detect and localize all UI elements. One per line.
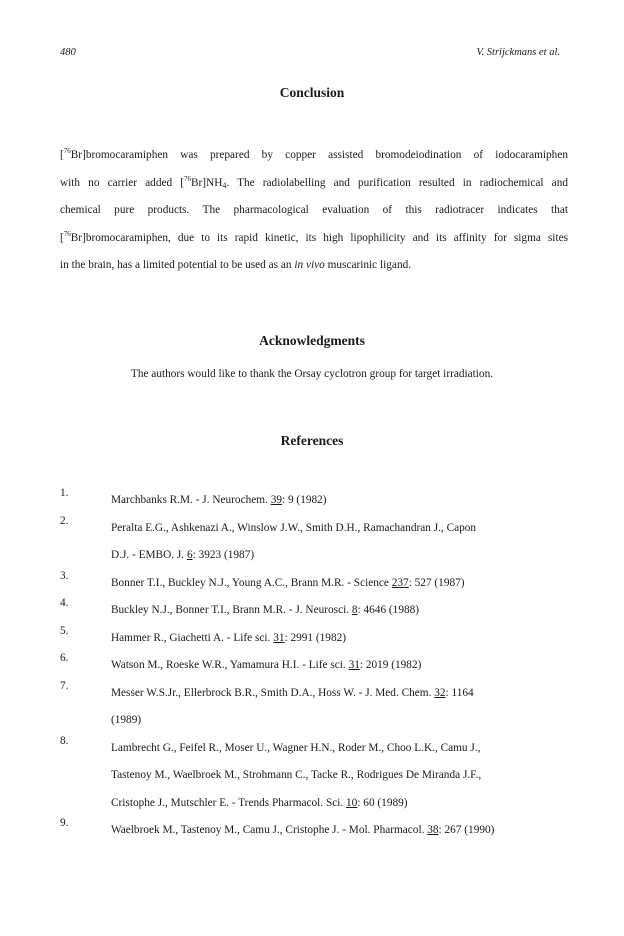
conclusion-line: in the brain, has a limited potential to be used as an in vivo muscarinic ligand. — [60, 259, 412, 271]
reference-item — [60, 487, 580, 515]
reference-line: Hammer R., Giachetti A. - Life sci. 31: 2991 (1982) — [111, 631, 346, 644]
reference-line: Waelbroek M., Tastenoy M., Camu J., Cristophe J. - Mol. Pharmacol. 38: 267 (1990) — [111, 824, 495, 836]
conclusion-line: [$^{76}$Br]bromocaramiphen, due to its rapid kinetic, its high lipophilicity and its affinity for sigma sites — [60, 229, 568, 244]
reference-item — [60, 515, 580, 570]
reference-item — [60, 625, 580, 653]
acknowledgments-text: The authors would like to thank the Orsay cyclotron group for target irradiation. — [130, 368, 494, 380]
reference-line: D.J. - EMBO. J. 6: 3923 (1987) — [111, 549, 255, 561]
reference-item — [60, 652, 580, 680]
reference-number: 9. — [60, 817, 69, 829]
reference-item — [60, 817, 580, 845]
reference-line: Watson M., Roeske W.R., Yamamura H.I. - Life sci. 31: 2019 (1982) — [111, 659, 422, 671]
reference-line: Cristophe J., Mutschler E. - Trends Pharmacol. Sci. 10: 60 (1989) — [111, 796, 408, 809]
conclusion-line: chemical pure products. The pharmacological evaluation of this radiotracer indicates that — [60, 204, 568, 216]
reference-number: 2. — [60, 514, 69, 527]
reference-line: Messer W.S.Jr., Ellerbrock B.R., Smith D.A., Hoss W. - J. Med. Chem. 32: 1164 — [111, 686, 474, 699]
reference-list — [60, 487, 580, 845]
conclusion-paragraph — [60, 142, 568, 280]
reference-number: 4. — [60, 597, 69, 609]
reference-line: Buckley N.J., Bonner T.I., Brann M.R. - J. Neurosci. 8: 4646 (1988) — [111, 604, 420, 616]
reference-number: 5. — [60, 624, 69, 637]
reference-number: 3. — [60, 569, 69, 582]
reference-number: 7. — [60, 679, 69, 692]
reference-number: 1. — [60, 487, 69, 499]
running-head: V. Strijckmans et al. — [476, 47, 560, 58]
reference-item — [60, 570, 580, 598]
conclusion-line: [$^{76}$Br]bromocaramiphen was prepared by copper assisted bromodeiodination of iodocaramiphen — [60, 147, 568, 161]
reference-line: Tastenoy M., Waelbroek M., Strohmann C., Tacke R., Rodrigues De Miranda J.F., — [111, 769, 482, 781]
reference-item — [60, 735, 580, 818]
references-heading: References — [280, 433, 344, 448]
reference-item — [60, 597, 580, 625]
reference-line: Marchbanks R.M. - J. Neurochem. 39: 9 (1982) — [111, 494, 327, 506]
reference-item — [60, 680, 580, 735]
reference-line: Bonner T.I., Buckley N.J., Young A.C., Brann M.R. - Science 237: 527 (1987) — [111, 576, 465, 589]
reference-line: (1989) — [111, 714, 142, 726]
reference-line: Lambrecht G., Feifel R., Moser U., Wagner H.N., Roder M., Choo L.K., Camu J., — [111, 741, 481, 754]
reference-line: Peralta E.G., Ashkenazi A., Winslow J.W., Smith D.H., Ramachandran J., Capon — [111, 521, 477, 534]
reference-number: 6. — [60, 652, 69, 664]
conclusion-heading: Conclusion — [279, 85, 345, 100]
page-number: 480 — [60, 47, 76, 58]
acknowledgments-heading: Acknowledgments — [259, 333, 365, 348]
conclusion-line: with no carrier added $[^{76}Br]NH_4$. The radiolabelling and purification resulted in radiochemical and — [60, 174, 568, 190]
reference-number: 8. — [60, 734, 69, 747]
